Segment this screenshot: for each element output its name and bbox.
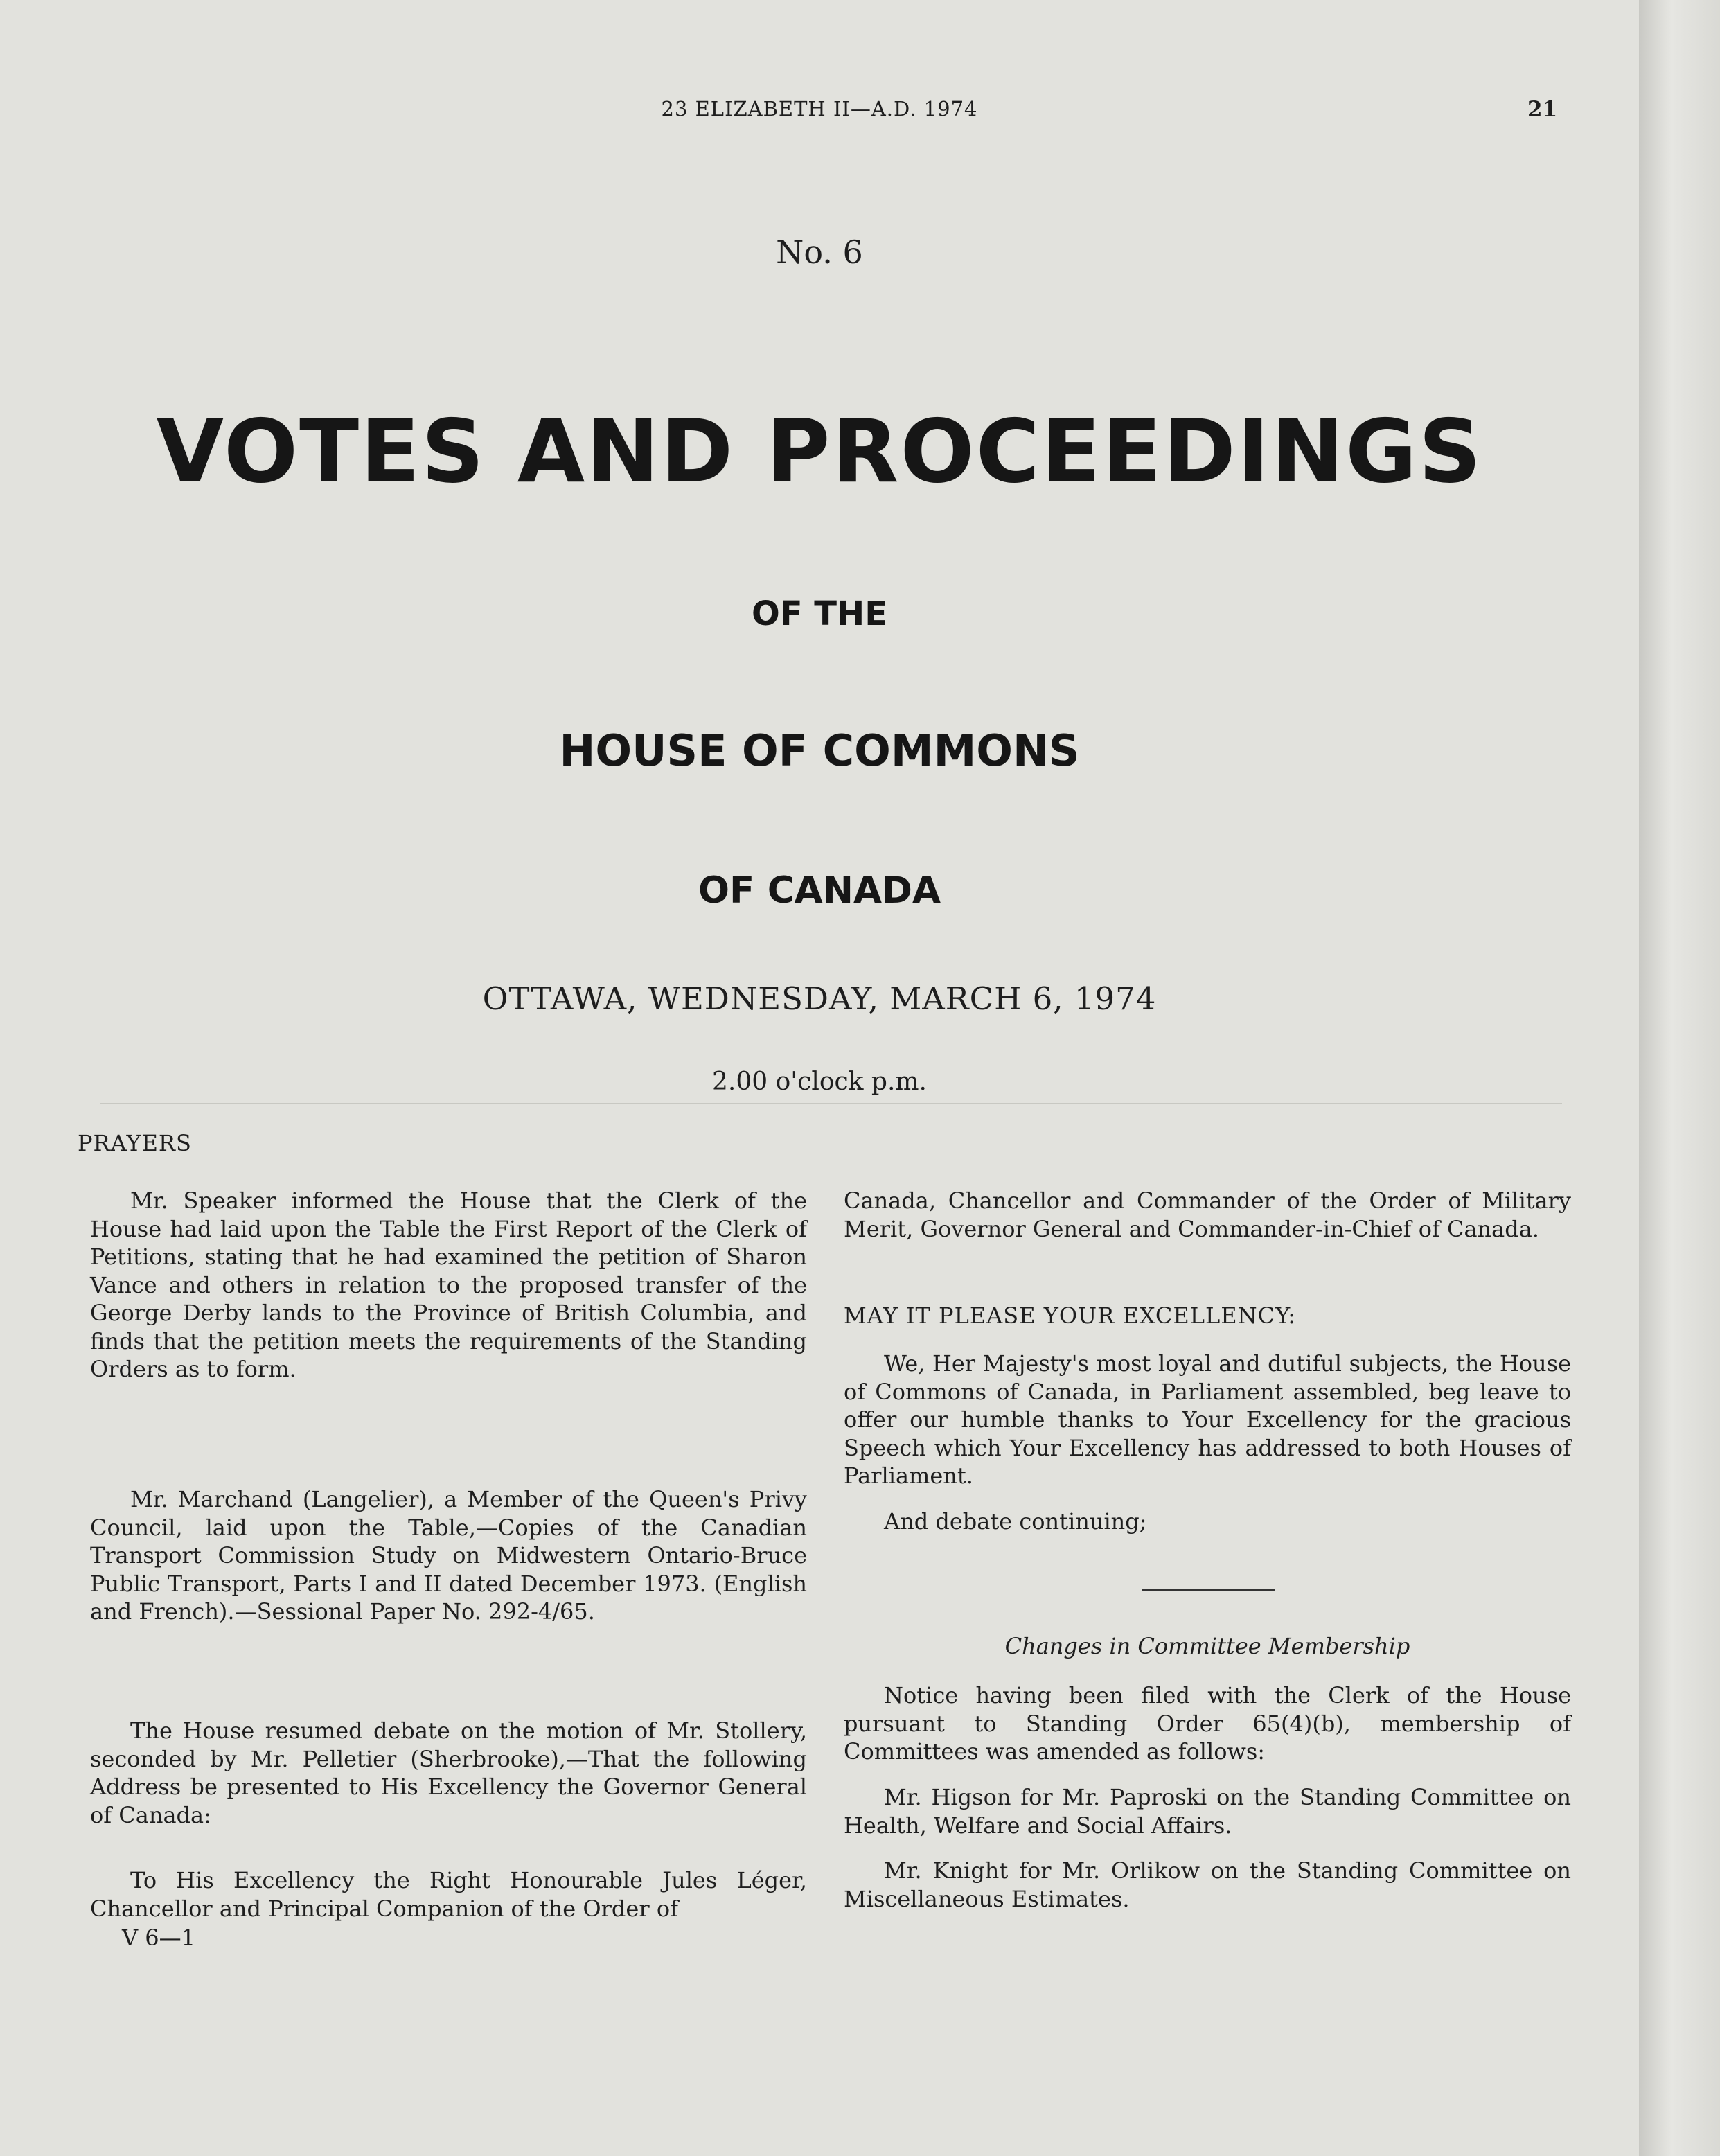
header-divider (100, 1103, 1562, 1104)
signature-mark: V 6—1 (122, 1925, 195, 1951)
title-of-canada: OF CANADA (698, 869, 941, 912)
issue-number: No. 6 (776, 233, 863, 271)
higson-paragraph-text: Mr. Higson for Mr. Paproski on the Standing Committee on Health, Welfare and Social Affairs. (844, 1784, 1571, 1839)
please-heading: MAY IT PLEASE YOUR EXCELLENCY: (844, 1302, 1297, 1329)
address-continuation-text: Canada, Chancellor and Commander of the Order of Military Merit, Governor General and Commander-in-Chief of Canada. (844, 1187, 1571, 1242)
notice-paragraph (844, 1681, 1571, 1766)
address-salutation-paragraph (90, 1866, 807, 1923)
notice-paragraph-text: Notice having been filed with the Clerk of the House pursuant to Standing Order 65(4)(b), membership of Committees was amended as follows: (844, 1682, 1571, 1765)
title-of-the: OF THE (751, 594, 887, 633)
running-head: 23 ELIZABETH II—A.D. 1974 (661, 97, 978, 121)
higson-paragraph (844, 1783, 1571, 1839)
debate-continuing-paragraph (844, 1508, 1571, 1536)
page-number: 21 (1527, 97, 1558, 122)
speaker-paragraph-text: Mr. Speaker informed the House that the Clerk of the House had laid upon the Table the First Report of the Clerk of Petitions, stating that he had examined the petition of Sharon Vance and others in relation to the proposed transfer of the George Derby lands to the Province of British Columbia, and finds that the petition meets the requirements of the Standing Orders as to form. (90, 1187, 807, 1382)
address-continuation-paragraph (844, 1187, 1571, 1243)
loyal-subjects-text: We, Her Majesty's most loyal and dutiful subjects, the House of Commons of Canada, in Parliament assembled, beg leave to offer our humble thanks to Your Excellency for the gracious Speech which Your Excellency has addressed to both Houses of Parliament. (844, 1350, 1571, 1489)
dateline: OTTAWA, WEDNESDAY, MARCH 6, 1974 (482, 980, 1157, 1017)
marchand-paragraph-text: Mr. Marchand (Langelier), a Member of the Queen's Privy Council, laid upon the Table,—Copies of the Canadian Transport Commission Study on Midwestern Ontario-Bruce Public Transport, Parts I and II dated December 1973. (English and French).—Sessional Paper No. 292-4/65. (90, 1486, 807, 1625)
knight-paragraph (844, 1857, 1571, 1913)
section-divider (1142, 1589, 1275, 1591)
sitting-time: 2.00 o'clock p.m. (711, 1068, 927, 1096)
debate-continuing-text: And debate continuing; (884, 1508, 1147, 1535)
debate-resumed-paragraph (90, 1717, 807, 1829)
knight-paragraph-text: Mr. Knight for Mr. Orlikow on the Standing Committee on Miscellaneous Estimates. (844, 1857, 1571, 1912)
page-edge (1639, 0, 1720, 2156)
loyal-subjects-paragraph (844, 1350, 1571, 1490)
document-title: VOTES AND PROCEEDINGS (156, 400, 1483, 502)
debate-resumed-paragraph-text: The House resumed debate on the motion of Mr. Stollery, seconded by Mr. Pelletier (Sherbrooke),—That the following Address be presented to His Excellency the Governor General of Canada: (90, 1717, 807, 1828)
prayers-heading: PRAYERS (78, 1130, 192, 1156)
address-salutation-text: To His Excellency the Right Honourable Jules Léger, Chancellor and Principal Companion of the Order of (90, 1867, 807, 1922)
changes-heading: Changes in Committee Membership (1004, 1633, 1410, 1659)
title-house-of-commons: HOUSE OF COMMONS (559, 725, 1080, 776)
marchand-paragraph (90, 1485, 807, 1626)
speaker-paragraph (90, 1187, 807, 1384)
